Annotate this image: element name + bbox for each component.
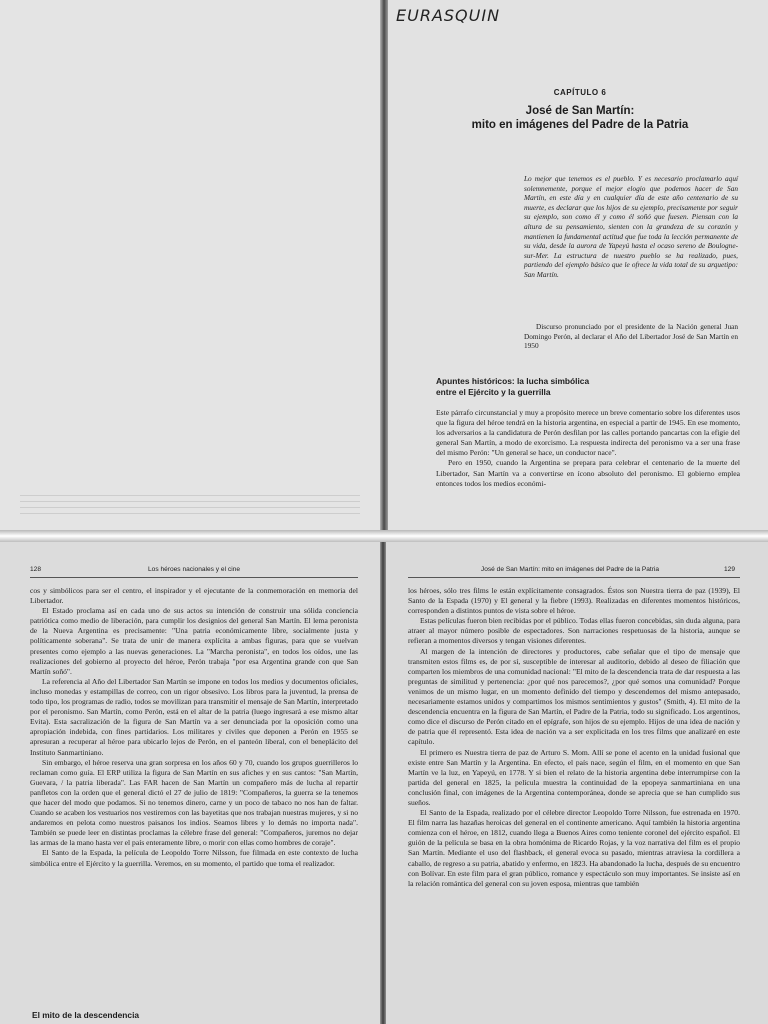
body-text-top-right — [436, 408, 740, 489]
page-number-right: 129 — [724, 566, 736, 573]
scan-separator — [0, 530, 768, 542]
paragraph: Estas películas fueron bien recibidas por el público. Todas ellas fueron concebidas, sin duda alguna, para atraer al mayor número posible de espectadores. Son narraciones respetuosas de la historia, aunque se refieran a momentos diversos y tengan visiones diferentes. — [408, 616, 740, 646]
body-text-left-page — [30, 586, 358, 869]
chapter-title — [400, 104, 760, 132]
section-heading — [436, 376, 736, 397]
section-heading-descendencia: El mito de la descendencia — [32, 1010, 140, 1020]
handwritten-label: EURASQUIN — [396, 6, 501, 25]
book-spine-shadow-bottom — [380, 540, 386, 1024]
book-spine-shadow — [380, 0, 388, 532]
running-head-right: José de San Martín: mito en imágenes del Padre de la Patria — [480, 566, 660, 573]
chapter-label: CAPÍTULO 6 — [553, 88, 607, 97]
running-head-left: Los héroes nacionales y el cine — [147, 566, 240, 573]
section-heading-line-1: Apuntes históricos: la lucha simbólica — [436, 376, 590, 386]
page-number-left: 128 — [30, 566, 42, 573]
blank-top-left-page — [0, 0, 384, 532]
paragraph: Pero en 1950, cuando la Argentina se prepara para celebrar el centenario de la muerte del Libertador, San Martín va a convertirse en ícono absoluto del peronismo. El gobierno emplea entonces todos los medios económi- — [436, 458, 740, 488]
paragraph: El Santo de la Espada, la película de Leopoldo Torre Nilsson, fue filmada en este contexto de lucha simbólica entre el Ejército y la guerrilla. Veremos, en su momento, el partido que toma el realizador. — [30, 848, 358, 868]
paragraph: Este párrafo circunstancial y muy a propósito merece un breve comentario sobre los diferentes usos que la figura del héroe tendrá en la historia argentina, en especial a partir de 1945. En ese momento, los adversarios a la candidatura de Perón desfilan por las calles portando pancartas con la efigie del general San Martín, a modo de exorcismo. La respuesta indirecta del peronismo va a ser una frase del mismo Perón: "Un general se hace, un conductor nace". — [436, 408, 740, 458]
paragraph: El primero es Nuestra tierra de paz de Arturo S. Mom. Allí se pone el acento en la unidad fusional que existe entre San Martín y la Argentina. En efecto, el país nace, según el film, en el momento en que San Martín ve la luz, en Yapeyú, en 1778. Y si bien el relato de la historia argentina debe interrumpirse con la partida del general en 1825, la película muestra la continuidad de la epopeya sanmartiniana en una conclusión final, con imágenes de la Argentina contemporánea, donde se aprecia que se han cumplido sus sueños. — [408, 747, 740, 807]
paragraph: Al margen de la intención de directores y productores, cabe señalar que el tipo de mensaje que transmiten estos films es, de por sí, susceptible de interesar al auditorio, debido al deseo de filiación que comparten los miembros de una comunidad nacional: "El mito de la descendencia trata de dar respuesta a las preguntas de similitud y pertenencia: ¿por qué nos parecemos?, ¿por qué somos una comunidad? Porque venimos de un mismo lugar, en un momento definido del tiempo y descendemos del mismo antepasado, necesariamente estamos unidos y compartimos los mismos sentimientos y gustos" (Smith, 4). El mito de la descendencia encuentra en la figura de San Martín, el Padre de la Patria, todo su significado. Los argentinos, como dice el discurso de Perón citado en el epígrafe, son hijos de su ejemplo. Hijos de una idea de nación y de patria que él representó. Esta idea de nación va a ser explicitada en los tres films que analizaré en este capítulo. — [408, 646, 740, 747]
paragraph: El Estado proclama así en cada uno de sus actos su intención de construir una sólida conciencia patriótica como medio de liberación, para cumplir los designios del general San Martín. El lema peronista de la Nueva Argentina es precisamente: "Una patria económicamente libre, socialmente justa y políticamente soberana". Se trata de unir de manera explícita a ambas figuras, para que se vuelvan presentes como ejemplo a las nuevas generaciones. La "Marcha peronista", en todos los oídos, une las realizaciones del gobierno al proyecto del héroe, Perón trabaja "por esa Argentina grande con que San Martín soñó". — [30, 606, 358, 676]
bleed-through-text — [20, 490, 360, 526]
paragraph: cos y simbólicos para ser el centro, el inspirador y el ejecutante de la conmemoración en memoria del Libertador. — [30, 586, 358, 606]
header-rule-right — [408, 577, 740, 578]
paragraph: los héroes, sólo tres films le están explícitamente consagrados. Éstos son Nuestra tierra de paz (1939), El Santo de la Espada (1970) y El general y la fiebre (1993). Realizadas en diferentes momentos históricos, corresponden a distintos puntos de vista sobre el héroe. — [408, 586, 740, 616]
paragraph: El Santo de la Espada, realizado por el célebre director Leopoldo Torre Nilsson, fue estrenada en 1970. El film narra las hazañas heroicas del general en el continente americano. Aquí también la historia argentina comienza con el héroe, en 1812, cuando llega a Buenos Aires como teniente coronel del ejército español. El guión de la película se basa en la obra homónima de Ricardo Rojas, y la voz narrativa del film es el propio San Martín. Mediante el uso del flashback, el general evoca su pasado, mientras atraviesa la cordillera a caballo, de regreso a su patria, abatido y enfermo, en 1823. Ha abandonado la lucha, después de su encuentro con Bolívar. En este film para el gran público, romance y espectáculo son muy importantes. Se insiste así en la relación romántica del general con su joven esposa, mientras que también — [408, 808, 740, 888]
paragraph: La referencia al Año del Libertador San Martín se impone en todos los medios y documentos oficiales, incluso monedas y estampillas de correo, con un rigor obsesivo. Los libros para la juventud, la prensa de todo tipo, los programas de radio, todos se movilizan para transmitir el mensaje de San Martín, interpretado por el peronismo. San Martín, como Perón, está en el altar de la patria (luego ingresará a ese mismo altar Evita). Esta sacralización de la figura de San Martín va a ser denunciada por la oposición como una apropiación indebida, con fines partidarios. Los militares y civiles que deponen a Perón en 1955 se apresuran a recuperar al héroe para ubicarlo lejos de Perón, en el panteón liberal, con el beneplácito del Instituto Sanmartiniano. — [30, 676, 358, 757]
epigraph-quote: Lo mejor que tenemos es el pueblo. Y es necesario proclamarlo aquí solemnemente, porque el mejor elogio que podemos hacer de San Martín, en este día y en cualquier día de este año centenario de su muerte, es declarar que los hijos de su ejemplo, precisamente por seguir su ejemplo, son como él y como él soñó que fuesen. Piensan con la altura de su pensamiento, sienten con la grandeza de su corazón y mantienen la fundamental actitud que fue toda la lección permanente de su vida, desde la aurora de Yapeyú hasta el ocaso sereno de Boulogne-sur-Mer. La estructura de nuestro pueblo se ha realizado, pues, partiendo del ejemplo básico que le ofrece la vida total de su arquetipo: San Martín. — [524, 174, 738, 279]
epigraph-source: Discurso pronunciado por el presidente de la Nación general Juan Domingo Perón, al declarar el Año del Libertador José de San Martín en 1950 — [524, 322, 738, 351]
chapter-title-line-1: José de San Martín: — [525, 105, 635, 117]
header-rule-left — [30, 577, 358, 578]
paragraph: Sin embargo, el héroe reserva una gran sorpresa en los años 60 y 70, cuando los grupos guerrilleros lo reclaman como guía. El ERP utiliza la figura de San Martín en sus afiches y en sus cantos: "San Martín, Guevara, / la patria liberada". Las FAR hacen de San Martín un compañero más de lucha al repartir panfletos con la orden que el general dictó el 27 de julio de 1819: "Compañeros, la guerra se la tenemos que hacer del modo que podamos. Si no tenemos dinero, carne y un poco de tabaco no nos han de faltar. Cuando se acaben los vestuarios nos vestiremos con las bayetitas que nos trabajan nuestras mujeres, y si no andaremos en pelota como nuestros paisanos los indios. Seamos libres y lo demás no importa nada". También se puede leer en distintas proclamas la célebre frase del general: "Compañeros, juremos no dejar las armas de la mano hasta ver el país enteramente libre, o morir con ellas como hombres de coraje". — [30, 757, 358, 848]
section-heading-line-2: entre el Ejército y la guerrilla — [436, 386, 551, 397]
chapter-title-line-2: mito en imágenes del Padre de la Patria — [471, 119, 689, 131]
body-text-right-page — [408, 586, 740, 889]
